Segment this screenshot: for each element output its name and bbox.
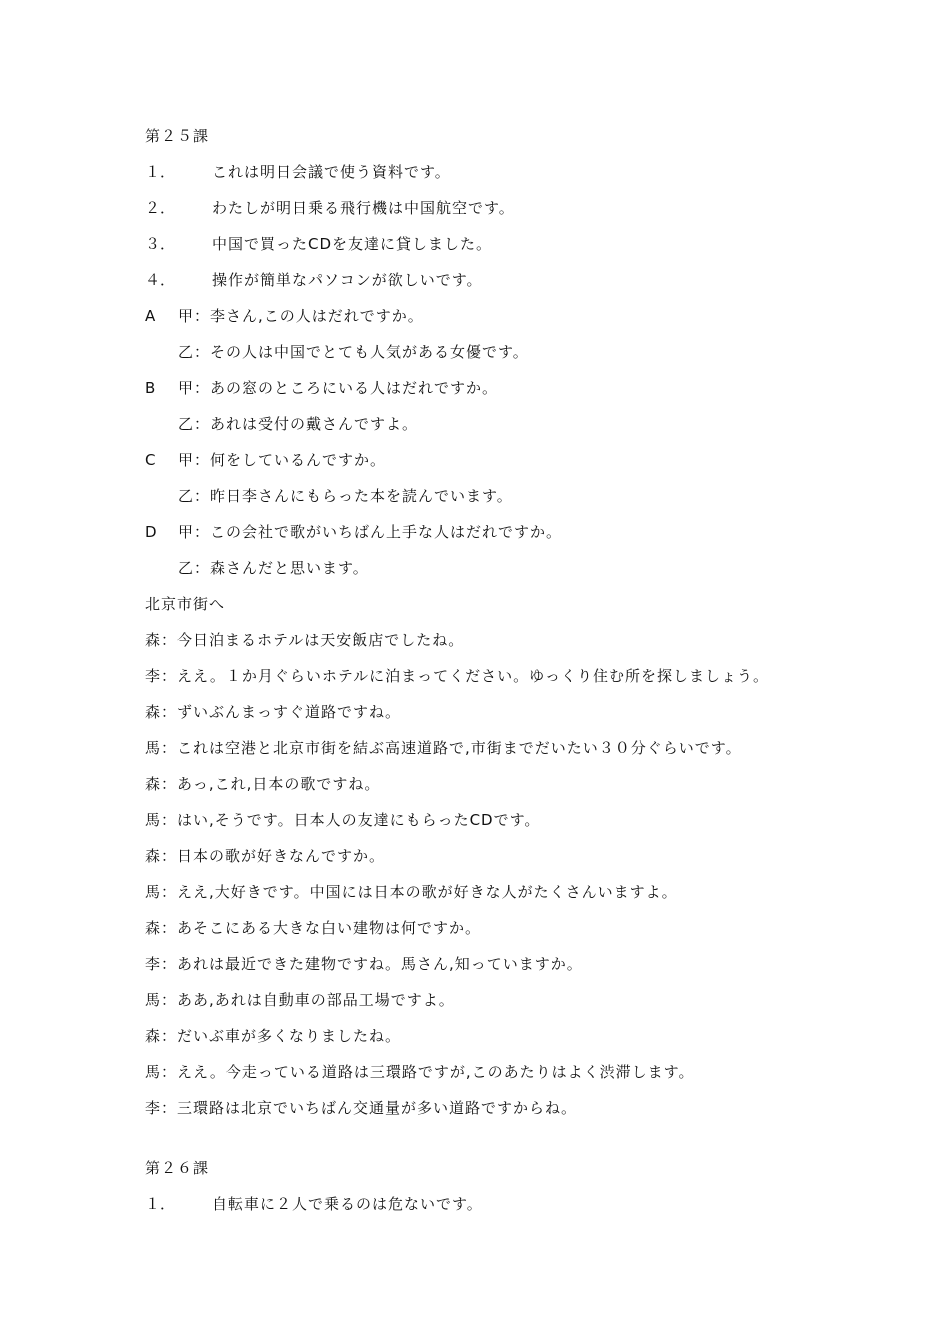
lesson-25-title: 第２５課 [145, 127, 210, 145]
text-line: 李：ええ。１か月ぐらいホテルに泊まってください。ゆっくり住む所を探しましょう。 [145, 667, 770, 685]
dialog-line: 甲：この会社で歌がいちばん上手な人はだれですか。 [178, 523, 563, 541]
sentence-number: １． [145, 1195, 176, 1213]
sentence-number: ４． [145, 271, 176, 289]
sentence-text: これは明日会議で使う資料です。 [212, 163, 451, 181]
sentence-number: ２． [145, 199, 176, 217]
dialog-line: 乙：その人は中国でとても人気がある女優です。 [178, 343, 529, 361]
dialog-letter: C [145, 451, 156, 469]
text-line: 馬：ええ,大好きです。中国には日本の歌が好きな人がたくさんいますよ。 [145, 883, 678, 901]
dialog-letter: B [145, 379, 156, 397]
dialog-line: 乙：森さんだと思います。 [178, 559, 369, 577]
text-line: 森：あそこにある大きな白い建物は何ですか。 [145, 919, 482, 937]
text-line: 森：だいぶ車が多くなりましたね。 [145, 1027, 402, 1045]
dialog-line: 甲：あの窓のところにいる人はだれですか。 [178, 379, 499, 397]
sentence-text: 操作が簡単なパソコンが欲しいです。 [212, 271, 483, 289]
sentence-text: 中国で買ったCDを友達に貸しました。 [212, 235, 493, 253]
text-line: 馬：ええ。今走っている道路は三環路ですが,このあたりはよく渋滞します。 [145, 1063, 695, 1081]
text-title: 北京市街へ [145, 595, 226, 613]
dialog-line: 乙：あれは受付の戴さんですよ。 [178, 415, 419, 433]
text-line: 馬：ああ,あれは自動車の部品工場ですよ。 [145, 991, 455, 1009]
text-line: 森：日本の歌が好きなんですか。 [145, 847, 386, 865]
sentence-number: １． [145, 163, 176, 181]
text-line: 馬：これは空港と北京市街を結ぶ高速道路で,市街までだいたい３０分ぐらいです。 [145, 739, 742, 757]
sentence-text: わたしが明日乗る飛行機は中国航空です。 [212, 199, 515, 217]
dialog-letter: D [145, 523, 157, 541]
text-line: 李：あれは最近できた建物ですね。馬さん,知っていますか。 [145, 955, 583, 973]
sentence-text: 自転車に２人で乗るのは危ないです。 [212, 1195, 483, 1213]
dialog-line: 甲：李さん,この人はだれですか。 [178, 307, 424, 325]
text-line: 森：ずいぶんまっすぐ道路ですね。 [145, 703, 402, 721]
dialog-letter: A [145, 307, 156, 325]
sentence-number: ３． [145, 235, 176, 253]
text-line: 森：あっ,これ,日本の歌ですね。 [145, 775, 381, 793]
dialog-line: 甲：何をしているんですか。 [178, 451, 387, 469]
text-line: 森：今日泊まるホテルは天安飯店でしたね。 [145, 631, 465, 649]
text-line: 馬：はい,そうです。日本人の友達にもらったCDです。 [145, 811, 541, 829]
text-line: 李：三環路は北京でいちばん交通量が多い道路ですからね。 [145, 1099, 578, 1117]
lesson-26-title: 第２６課 [145, 1159, 210, 1177]
dialog-line: 乙：昨日李さんにもらった本を読んでいます。 [178, 487, 513, 505]
